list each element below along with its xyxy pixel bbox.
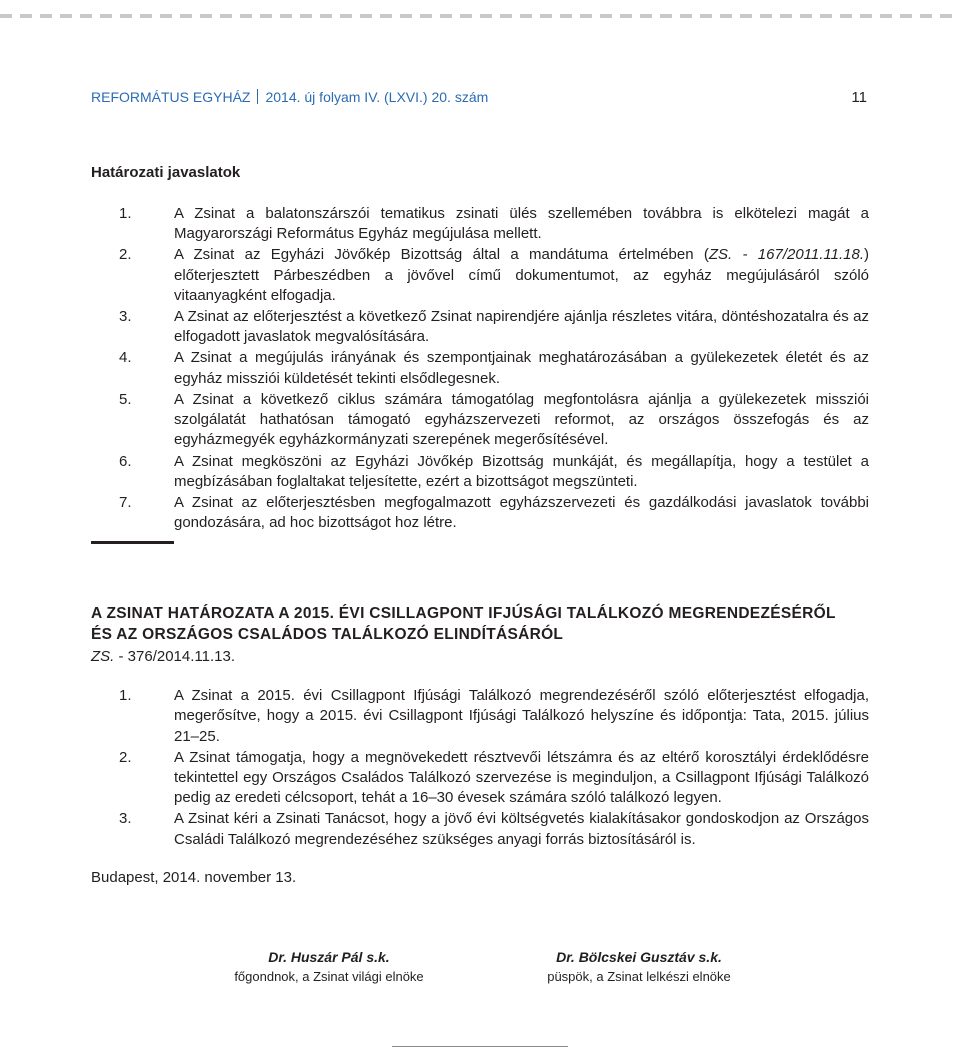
item-number: 6. <box>119 452 132 470</box>
item-number: 7. <box>119 493 132 511</box>
item-text: A Zsinat a balatonszárszói tematikus zsinati ülés szellemében továbbra is elkötelezi magát a Magyarországi Református Egyház megújulása mellett. <box>174 205 869 243</box>
item-number: 5. <box>119 390 132 408</box>
item-text: A Zsinat az Egyházi Jövőkép Bizottság által a mandátuma értelmében ( <box>174 246 709 264</box>
list-item <box>91 452 869 493</box>
signatory-name: Dr. Bölcskei Gusztáv s.k. <box>556 949 722 965</box>
signature-block-lay-president <box>218 948 440 986</box>
footer-rule <box>392 1046 568 1047</box>
journal-name: REFORMÁTUS EGYHÁZ <box>91 89 251 105</box>
proposal-list <box>91 204 869 534</box>
resolution-title <box>91 604 836 645</box>
list-item <box>91 686 869 747</box>
item-text: A Zsinat kéri a Zsinati Tanácsot, hogy a jövő évi költségvetés kialakításakor gondoskodjon az Országos Családi Találkozó megrendezéséhez szükséges anyagi forrás biztosításáról is. <box>174 810 869 848</box>
section-title-proposals: Határozati javaslatok <box>91 164 241 181</box>
list-item <box>91 204 869 245</box>
resolution-reference <box>91 648 235 665</box>
list-item <box>91 809 869 850</box>
reference-prefix: ZS. <box>91 648 115 665</box>
item-number: 1. <box>119 205 132 222</box>
section-divider <box>91 541 174 544</box>
list-item <box>91 748 869 809</box>
list-item <box>91 390 869 451</box>
item-reference: ZS. - 167/2011.11.18. <box>708 246 865 264</box>
resolution-list <box>91 686 869 851</box>
item-text: A Zsinat a következő ciklus számára támogatólag megfontolásra ajánlja a gyülekezetek missziói szolgálatát hathatósan támogató egyházszervezeti reformot, az országos összefogás és az egyházmegyék egyházkormányzati szerepének megerősítésével. <box>174 390 869 449</box>
list-item <box>91 348 869 389</box>
resolution-title-line: A ZSINAT HATÁROZATA A 2015. ÉVI CSILLAGPONT IFJÚSÁGI TALÁLKOZÓ MEGRENDEZÉSÉRŐL <box>91 605 836 622</box>
header-separator <box>257 89 258 104</box>
item-text: A Zsinat megköszöni az Egyházi Jövőkép Bizottság munkáját, és megállapítja, hogy a testület a megbízásában foglaltakat teljesítette, ezért a bizottságot megszünteti. <box>174 452 869 490</box>
item-number: 4. <box>119 349 132 367</box>
item-text: A Zsinat a megújulás irányának és szempontjainak meghatározásában a gyülekezetek életét és az egyház missziói küldetését tekinti elsődlegesnek. <box>174 349 869 387</box>
page-number: 11 <box>851 89 867 106</box>
item-number: 2. <box>119 246 132 264</box>
signature-block-clerical-president <box>528 948 750 986</box>
list-item <box>91 245 869 306</box>
list-item <box>91 493 869 534</box>
item-text: ) előterjesztett Párbeszédben a jövővel című dokumentumot, az egyház megújulásáról szóló vitaanyagként elfogadja. <box>174 246 870 304</box>
signatory-name: Dr. Huszár Pál s.k. <box>268 949 390 965</box>
issue-info: 2014. új folyam IV. (LXVI.) 20. szám <box>265 89 489 105</box>
resolution-title-line: ÉS AZ ORSZÁGOS CSALÁDOS TALÁLKOZÓ ELINDÍTÁSÁRÓL <box>91 625 564 643</box>
item-text: A Zsinat az előterjesztést a következő Zsinat napirendjére ajánlja részletes vitára, döntéshozatalra és az elfogadott javaslatok megvalósítására. <box>174 308 869 346</box>
item-number: 3. <box>119 308 132 326</box>
item-text: A Zsinat az előterjesztésben megfogalmazott egyházszervezeti és gazdálkodási javaslatok további gondozására, ad hoc bizottságot hoz létre. <box>174 493 869 532</box>
item-number: 1. <box>119 687 132 704</box>
running-header <box>91 89 867 105</box>
place-and-date: Budapest, 2014. november 13. <box>91 869 297 886</box>
item-text: A Zsinat támogatja, hogy a megnövekedett résztvevői létszámra és az eltérő korosztályi érdeklődésre tekintettel egy Országos Családos Találkozó szervezése is meginduljon, a Csillagpont Ifjúsági Találkozó pedig az eredeti célcsoport, tehát a 16–30 évesek számára szóló találkozó legyen. <box>174 748 869 807</box>
signatory-role: főgondnok, a Zsinat világi elnöke <box>234 969 424 984</box>
top-dashed-border <box>0 14 960 18</box>
reference-number: - 376/2014.11.13. <box>114 648 235 665</box>
item-text: A Zsinat a 2015. évi Csillagpont Ifjúsági Találkozó megrendezéséről szóló előterjesztést elfogadja, megerősítve, hogy a 2015. évi Csillagpont Ifjúsági Találkozó helyszíne és időpontja: Tata, 2015. július 21–25. <box>174 687 869 745</box>
signatory-role: püspök, a Zsinat lelkészi elnöke <box>547 969 731 984</box>
list-item <box>91 307 869 348</box>
item-number: 2. <box>119 748 132 766</box>
item-number: 3. <box>119 810 132 828</box>
